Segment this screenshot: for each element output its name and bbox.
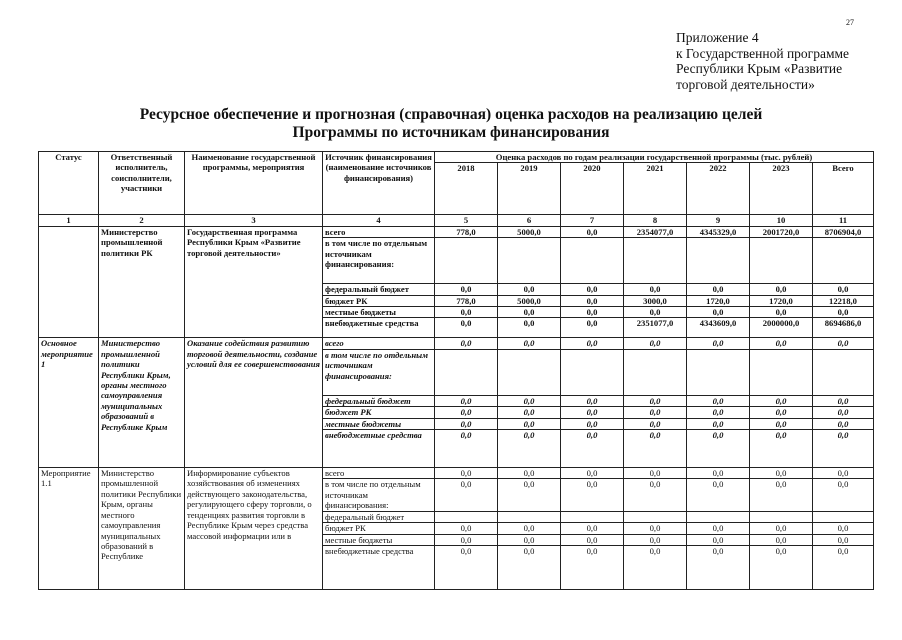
column-index: 9 xyxy=(687,215,750,226)
header-name: Наименование государственной программы, мероприятия xyxy=(185,152,323,215)
cell-value: 0,0 xyxy=(813,307,874,318)
cell-value xyxy=(561,511,624,522)
cell-value: 0,0 xyxy=(624,395,687,406)
cell-value: 0,0 xyxy=(498,468,561,479)
title-line-2: Программы по источникам финансирования xyxy=(292,124,610,141)
cell-source: бюджет РК xyxy=(323,295,435,306)
header-year: 2018 xyxy=(435,163,498,215)
cell-value: 2354077,0 xyxy=(624,226,687,237)
cell-value xyxy=(435,349,498,395)
cell-source: федеральный бюджет xyxy=(323,395,435,406)
cell-value: 0,0 xyxy=(624,468,687,479)
header-year: 2019 xyxy=(498,163,561,215)
title-line-1: Ресурсное обеспечение и прогнозная (справочная) оценка расходов на реализацию целей xyxy=(139,106,763,123)
column-index: 10 xyxy=(750,215,813,226)
cell-value: 1720,0 xyxy=(750,295,813,306)
cell-value xyxy=(435,511,498,522)
cell-source: федеральный бюджет xyxy=(323,284,435,295)
cell-value xyxy=(687,349,750,395)
cell-value: 0,0 xyxy=(687,534,750,545)
cell-value xyxy=(750,238,813,284)
cell-value: 0,0 xyxy=(687,468,750,479)
cell-value: 0,0 xyxy=(435,534,498,545)
cell-value: 0,0 xyxy=(750,284,813,295)
cell-value: 0,0 xyxy=(498,418,561,429)
header-executor: Ответственный исполнитель, соисполнители, участники xyxy=(99,152,185,215)
cell-value: 0,0 xyxy=(498,523,561,534)
cell-value: 0,0 xyxy=(750,307,813,318)
cell-value: 0,0 xyxy=(435,395,498,406)
cell-value: 0,0 xyxy=(750,523,813,534)
cell-value: 0,0 xyxy=(435,468,498,479)
cell-value: 0,0 xyxy=(624,523,687,534)
cell-value: 0,0 xyxy=(498,545,561,589)
column-index-row xyxy=(39,215,874,226)
cell-value: 0,0 xyxy=(561,284,624,295)
cell-value: 0,0 xyxy=(750,430,813,468)
cell-value: 0,0 xyxy=(813,407,874,418)
cell-value: 0,0 xyxy=(750,545,813,589)
cell-value: 0,0 xyxy=(561,295,624,306)
cell-value: 0,0 xyxy=(687,430,750,468)
cell-value: 0,0 xyxy=(435,545,498,589)
cell-value: 0,0 xyxy=(561,523,624,534)
cell-value: 0,0 xyxy=(435,418,498,429)
cell-value: 0,0 xyxy=(561,395,624,406)
cell-value: 0,0 xyxy=(498,307,561,318)
resource-table xyxy=(38,151,874,590)
cell-value xyxy=(750,511,813,522)
header-year: 2022 xyxy=(687,163,750,215)
header-source: Источник финансирования (наименование источников финансирования) xyxy=(323,152,435,215)
cell-value: 0,0 xyxy=(687,479,750,511)
cell-value: 0,0 xyxy=(813,523,874,534)
cell-value: 0,0 xyxy=(813,479,874,511)
cell-value: 12218,0 xyxy=(813,295,874,306)
cell-source: бюджет РК xyxy=(323,523,435,534)
cell-value: 0,0 xyxy=(435,318,498,338)
cell-value xyxy=(498,238,561,284)
cell-value: 0,0 xyxy=(687,418,750,429)
cell-source: федеральный бюджет xyxy=(323,511,435,522)
column-index: 1 xyxy=(39,215,99,226)
cell-source: внебюджетные средства xyxy=(323,318,435,338)
cell-value: 0,0 xyxy=(813,468,874,479)
page-number: 27 xyxy=(846,18,854,27)
cell-value: 0,0 xyxy=(750,468,813,479)
cell-value xyxy=(498,511,561,522)
appendix-line: Приложение 4 xyxy=(676,30,759,45)
column-index: 4 xyxy=(323,215,435,226)
cell-value: 0,0 xyxy=(687,545,750,589)
cell-source: бюджет РК xyxy=(323,407,435,418)
cell-value: 0,0 xyxy=(435,523,498,534)
cell-source: в том числе по отдельным источникам финансирования: xyxy=(323,479,435,511)
cell-value: 0,0 xyxy=(561,307,624,318)
column-index: 7 xyxy=(561,215,624,226)
cell-value: 4345329,0 xyxy=(687,226,750,237)
table-row xyxy=(39,226,874,237)
cell-value: 0,0 xyxy=(750,395,813,406)
cell-value: 0,0 xyxy=(498,395,561,406)
cell-value: 0,0 xyxy=(687,284,750,295)
column-index: 8 xyxy=(624,215,687,226)
cell-name: Оказание содействия развитию торговой деятельности, создание условий для ее совершенствования xyxy=(185,338,323,468)
cell-value: 0,0 xyxy=(498,338,561,349)
appendix-line: Республики Крым «Развитие xyxy=(676,61,843,76)
cell-value: 0,0 xyxy=(561,479,624,511)
cell-value: 0,0 xyxy=(435,338,498,349)
cell-value: 0,0 xyxy=(498,534,561,545)
column-index: 6 xyxy=(498,215,561,226)
cell-value: 0,0 xyxy=(561,407,624,418)
cell-value: 0,0 xyxy=(750,534,813,545)
cell-value: 0,0 xyxy=(435,430,498,468)
cell-status xyxy=(39,226,99,338)
cell-value: 0,0 xyxy=(750,418,813,429)
cell-source: местные бюджеты xyxy=(323,418,435,429)
cell-value: 0,0 xyxy=(624,407,687,418)
header-status: Статус xyxy=(39,152,99,215)
header-row xyxy=(39,152,874,163)
cell-value: 0,0 xyxy=(687,338,750,349)
cell-value: 8706904,0 xyxy=(813,226,874,237)
cell-value: 0,0 xyxy=(624,430,687,468)
cell-value: 0,0 xyxy=(498,318,561,338)
cell-value: 2001720,0 xyxy=(750,226,813,237)
cell-source: в том числе по отдельным источникам финансирования: xyxy=(323,349,435,395)
header-year: 2023 xyxy=(750,163,813,215)
cell-value: 0,0 xyxy=(813,430,874,468)
cell-source: местные бюджеты xyxy=(323,307,435,318)
table-row xyxy=(39,468,874,479)
header-total: Всего xyxy=(813,163,874,215)
cell-value xyxy=(624,238,687,284)
cell-status: Мероприятие 1.1 xyxy=(39,468,99,590)
cell-value xyxy=(813,511,874,522)
cell-value xyxy=(750,349,813,395)
cell-source: всего xyxy=(323,338,435,349)
appendix-note xyxy=(676,30,849,92)
cell-value: 0,0 xyxy=(750,407,813,418)
cell-value: 0,0 xyxy=(813,338,874,349)
cell-value: 0,0 xyxy=(498,430,561,468)
cell-executor: Министерство промышленной политики Республики Крым, органы местного самоуправления муниципальных образований в Республике xyxy=(99,468,185,590)
cell-value: 0,0 xyxy=(498,284,561,295)
cell-value: 0,0 xyxy=(813,534,874,545)
appendix-line: к Государственной программе xyxy=(676,45,850,61)
cell-value: 0,0 xyxy=(624,418,687,429)
cell-value xyxy=(813,349,874,395)
column-index: 5 xyxy=(435,215,498,226)
cell-value: 0,0 xyxy=(561,545,624,589)
cell-value: 0,0 xyxy=(813,395,874,406)
cell-value xyxy=(624,349,687,395)
cell-value: 0,0 xyxy=(561,226,624,237)
cell-source: в том числе по отдельным источникам финансирования: xyxy=(323,238,435,284)
cell-value xyxy=(624,511,687,522)
cell-value: 0,0 xyxy=(750,479,813,511)
column-index: 3 xyxy=(185,215,323,226)
cell-value: 0,0 xyxy=(813,284,874,295)
cell-value: 0,0 xyxy=(687,395,750,406)
cell-value: 0,0 xyxy=(561,338,624,349)
cell-value: 0,0 xyxy=(435,407,498,418)
cell-value: 0,0 xyxy=(687,407,750,418)
cell-value: 0,0 xyxy=(624,479,687,511)
cell-value: 0,0 xyxy=(435,307,498,318)
cell-value: 0,0 xyxy=(687,523,750,534)
cell-value xyxy=(687,238,750,284)
cell-value: 0,0 xyxy=(813,545,874,589)
cell-value: 0,0 xyxy=(813,418,874,429)
cell-value: 0,0 xyxy=(624,534,687,545)
cell-name: Государственная программа Республики Крым «Развитие торговой деятельности» xyxy=(185,226,323,338)
cell-source: внебюджетные средства xyxy=(323,430,435,468)
cell-value: 0,0 xyxy=(750,338,813,349)
cell-value: 4343609,0 xyxy=(687,318,750,338)
cell-source: местные бюджеты xyxy=(323,534,435,545)
column-index: 2 xyxy=(99,215,185,226)
cell-value: 0,0 xyxy=(687,307,750,318)
cell-source: внебюджетные средства xyxy=(323,545,435,589)
cell-executor: Министерство промышленной политики РК xyxy=(99,226,185,338)
cell-value: 0,0 xyxy=(561,418,624,429)
cell-value: 0,0 xyxy=(624,338,687,349)
cell-value: 5000,0 xyxy=(498,226,561,237)
cell-value xyxy=(813,238,874,284)
cell-value xyxy=(561,349,624,395)
cell-value: 0,0 xyxy=(498,479,561,511)
cell-value: 8694686,0 xyxy=(813,318,874,338)
header-estimate: Оценка расходов по годам реализации государственной программы (тыс. рублей) xyxy=(435,152,874,163)
cell-value: 5000,0 xyxy=(498,295,561,306)
column-index: 11 xyxy=(813,215,874,226)
cell-source: всего xyxy=(323,468,435,479)
cell-value: 778,0 xyxy=(435,295,498,306)
cell-value xyxy=(561,238,624,284)
cell-name: Информирование субъектов хозяйствования об изменениях действующего законодательства, регулирующего сферу торговли, о тенденциях развития торговли в Республике Крым через средства массовой информации или в xyxy=(185,468,323,590)
cell-value: 0,0 xyxy=(561,318,624,338)
cell-value: 1720,0 xyxy=(687,295,750,306)
cell-value xyxy=(687,511,750,522)
cell-value: 3000,0 xyxy=(624,295,687,306)
header-year: 2021 xyxy=(624,163,687,215)
cell-value: 2351077,0 xyxy=(624,318,687,338)
cell-value xyxy=(498,349,561,395)
cell-value: 2000000,0 xyxy=(750,318,813,338)
cell-value: 0,0 xyxy=(435,284,498,295)
header-year: 2020 xyxy=(561,163,624,215)
cell-value: 0,0 xyxy=(561,430,624,468)
cell-value: 0,0 xyxy=(435,479,498,511)
cell-source: всего xyxy=(323,226,435,237)
cell-value: 0,0 xyxy=(624,284,687,295)
cell-executor: Министерство промышленной политики Республики Крым, органы местного самоуправления муниципальных образований в Республике Крым xyxy=(99,338,185,468)
cell-value: 0,0 xyxy=(624,545,687,589)
document-title xyxy=(0,106,902,142)
cell-value: 0,0 xyxy=(561,534,624,545)
appendix-line: торговой деятельности» xyxy=(676,76,815,92)
table-row xyxy=(39,338,874,349)
cell-status: Основное мероприятие 1 xyxy=(39,338,99,468)
cell-value: 0,0 xyxy=(498,407,561,418)
cell-value: 0,0 xyxy=(561,468,624,479)
cell-value xyxy=(435,238,498,284)
cell-value: 778,0 xyxy=(435,226,498,237)
cell-value: 0,0 xyxy=(624,307,687,318)
